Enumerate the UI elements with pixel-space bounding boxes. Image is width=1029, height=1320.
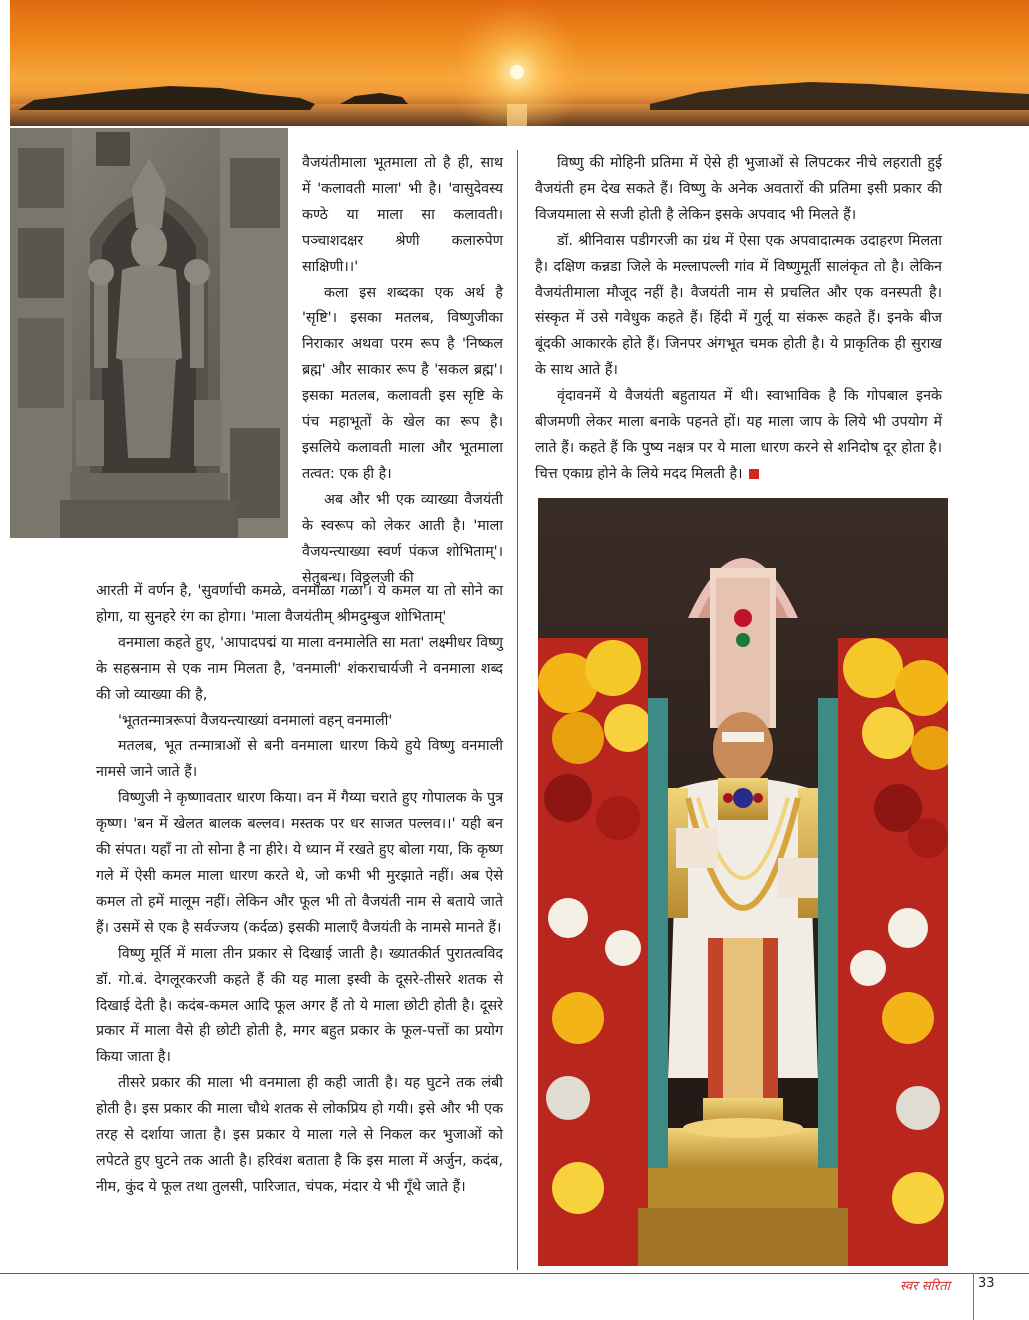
footer-separator [973, 1273, 974, 1320]
sunset-banner-photo [10, 0, 1029, 126]
paragraph: वनमाला कहते हुए, 'आपादपद्मं या माला वनमालेति सा मता' लक्ष्मीधर विष्णु के सहस्रनाम से एक नाम मिलता है, 'वनमाली' शंकराचार्यजी ने वनमाला शब्द की जो व्याख्या की है, [96, 634, 503, 703]
footer-rule [0, 1273, 1029, 1274]
left-column-top-text [302, 151, 503, 591]
quote-line: 'भूततन्मात्ररूपां वैजयन्त्याख्यां वनमालां वहन् वनमाली' [118, 712, 393, 729]
paragraph: कला इस शब्दका एक अर्थ है 'सृष्टि'। इसका मतलब, विष्णुजीका निराकार अथवा परम रूप है 'निष्कल ब्रह्म' और साकार रूप है 'सकल ब्रह्म'। इसका मतलब, कलावती इस सृष्टि के पंच महाभूतों के खेल का रूप है। इसलिये कलावती माला और भूतमाला तत्वत: एक ही है। [302, 284, 503, 482]
vishnu-stone-sculpture-photo [10, 128, 288, 538]
paragraph: वैजयंतीमाला भूतमाला तो है ही, साथ में 'कलावती माला' भी है। 'वासुदेवस्य कण्ठे या माला सा कलावती। पञ्चाशदक्षर श्रेणी कलारुपेण साक्षिणी।।' [302, 155, 503, 275]
article-end-marker [749, 469, 759, 479]
paragraph: डॉ. श्रीनिवास पडीगरजी का ग्रंथ में ऐसा एक अपवादात्मक उदाहरण मिलता है। दक्षिण कन्नडा जिले के मल्लापल्ली गांव में विष्णुमूर्ती सालंकृत तो है। लेकिन वैजयंतीमाला मौजूद नहीं है। वैजयंती नाम से प्रचलित और एक वनस्पती है। संस्कृत में उसे गवेधुक कहते हैं। हिंदी में गुर्लू या संकरू कहते हैं। इनके बीज बूंदकी आकारके होते हैं। जिनपर अंगभूत चमक होती है। ये प्राकृतिक ही सुराख के साथ आते हैं। [535, 232, 942, 379]
venkateshwara-deity-photo [538, 498, 948, 1266]
paragraph: विष्णु मूर्ति में माला तीन प्रकार से दिखाई जाती है। ख्यातकीर्त पुरातत्वविद डॉ. गो.बं. देगलूरकरजी कहते हैं की यह माला इस्वी के दूसरे-तीसरे शतक से दिखाई देती है। कदंब-कमल आदि फूल अगर हैं तो ये माला छोटी होती है। दूसरे प्रकार में माला वैसे ही छोटी होती है, मगर बहुत प्रकार के फूल-पत्तों का प्रयोग किया जाता है। [96, 945, 503, 1066]
paragraph: आरती में वर्णन है, 'सुवर्णाची कमळे, वनमाळा गळा'। ये कमल या तो सोने का होगा, या सुनहरे रंग का होगा। 'माला वैजयंतीम् श्रीमदुम्बुज शोभिताम्' [96, 583, 503, 625]
magazine-name: स्वर सरिता [900, 1279, 950, 1294]
column-divider [517, 150, 518, 1270]
paragraph: तीसरे प्रकार की माला भी वनमाला ही कही जाती है। यह घुटने तक लंबी होती है। इस प्रकार की माला चौथे शतक से लोकप्रिय हो गयी। इसे और भी एक तरह से दर्शाया जाता है। इस प्रकार ये माला गले से निकल कर भुजाओं को लपेटते हुए घुटने तक आती है। हरिवंश बताता है कि इस माला में अर्जुन, कदंब, नीम, कुंद ये फूल तथा तुलसी, पारिजात, चंपक, मंदार ये भी गूँथे जाते हैं। [96, 1075, 503, 1195]
paragraph: विष्णुजी ने कृष्णावतार धारण किया। वन में गैय्या चराते हुए गोपालक के पुत्र कृष्ण। 'बन में खेलत बालक बल्लव। मस्तक पर धर साजत पल्लव।।' यही बन की संपत। यहाँ ना तो सोना है ना हीरे। ये ध्यान में रखते हुए बोला गया, कि कृष्ण गले में ऐसी कमल माला धारण करते थे, जो कभी भी मुरझाते नहीं। अब ऐसे कमल तो हमें मालूम नहीं। लेकिन और फूल भी तो वैजयंती नाम से बताये जाते हैं। उसमें से एक है सर्वज्जय (कर्दळ) इसकी मालाएँ वैजयंती के नामसे मानते हैं। [96, 790, 503, 936]
right-column-text [535, 151, 942, 488]
paragraph: अब और भी एक व्याख्या वैजयंती के स्वरूप को लेकर आती है। 'माला वैजयन्त्याख्या स्वर्ण पंकज शोभिताम्'। सेतुबन्ध। विठ्ठलजी की [302, 491, 503, 586]
page-number: 33 [978, 1276, 995, 1291]
paragraph: वृंदावनमें ये वैजयंती बहुतायत में थी। स्वाभाविक है कि गोपबाल इनके बीजमणी लेकर माला बनाके पहनते हों। यह माला जाप के लिये भी उपयोग में लाते हैं। कहते हैं कि पुष्य नक्षत्र पर ये माला धारण करने से शनिदोष दूर होता है। चित्त एकाग्र होने के लिये मदद मिलती है। [535, 388, 942, 482]
paragraph: विष्णु की मोहिनी प्रतिमा में ऐसे ही भुजाओं से लिपटकर नीचे लहराती हुई वैजयंती हम देख सकते हैं। विष्णु के अनेक अवतारों की प्रतिमा इसी प्रकार की विजयमाला से सजी होती है लेकिन इसके अपवाद भी मिलते हैं। [535, 155, 942, 223]
left-column-text [96, 579, 503, 1201]
paragraph: मतलब, भूत तन्मात्राओं से बनी वनमाला धारण किये हुये विष्णु वनमाली नामसे जाने जाते हैं। [96, 738, 503, 781]
